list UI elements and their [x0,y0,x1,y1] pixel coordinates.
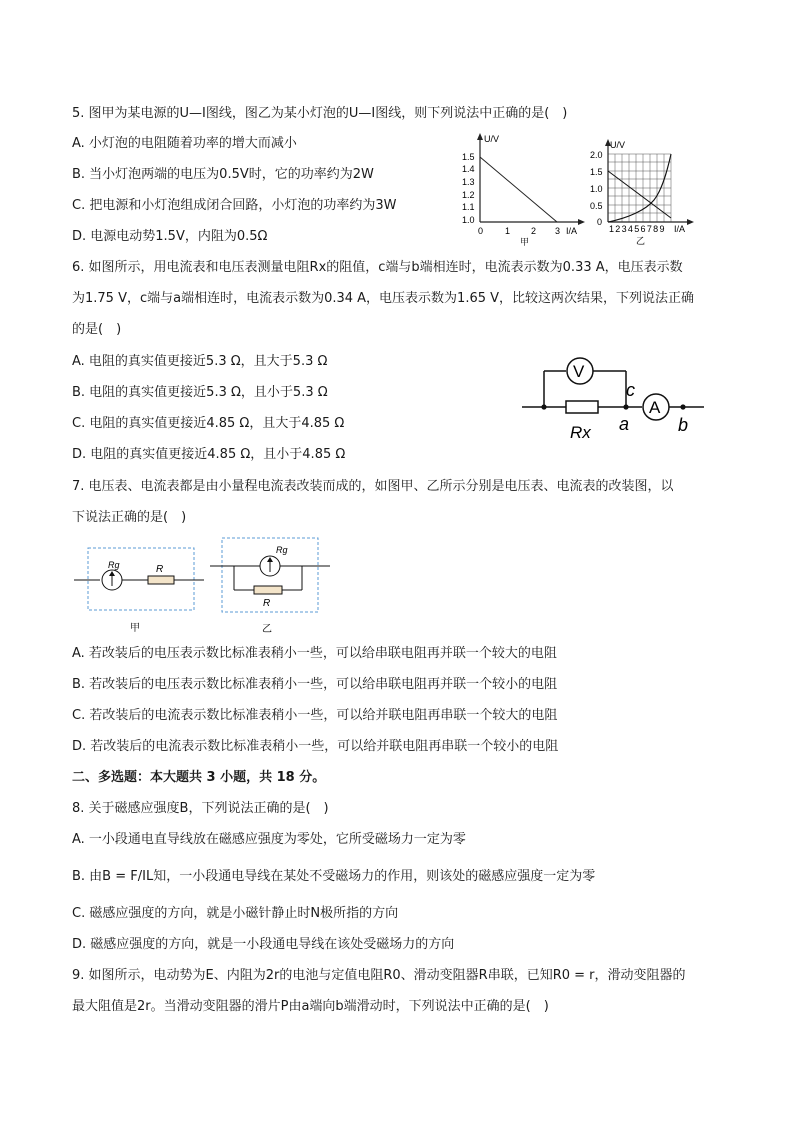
yi-meter-label: Rg [276,545,288,555]
q7-option-c: C. 若改装后的电流表示数比标准表稍小一些，可以给并联电阻再串联一个较大的电阻 [72,708,558,723]
jia-y-tick: 1.1 [462,202,475,212]
yi-y-axis-label: U/V [610,140,626,150]
q6-stem-line-2: 为1.75 V，c端与a端相连时，电流表示数为0.34 A，电压表示数为1.65 V，比较这两次结果，下列说法正确 [72,291,695,306]
resistor-rx-label: Rx [570,423,591,442]
q6-option-a: A. 电阻的真实值更接近5.3 Ω，且大于5.3 Ω [72,354,328,369]
q6-option-c: C. 电阻的真实值更接近4.85 Ω，且大于4.85 Ω [72,416,345,431]
resistor-icon [254,586,282,594]
q6-option-b: B. 电阻的真实值更接近5.3 Ω，且小于5.3 Ω [72,385,328,400]
jia-y-tick: 1.4 [462,164,475,174]
q5-figure-yi [588,136,698,246]
q7-figure-jia [72,544,206,636]
q7-option-d: D. 若改装后的电流表示数比标准表稍小一些，可以给并联电阻再串联一个较小的电阻 [72,739,559,754]
yi-x-ticks: 123456789 [609,224,666,234]
jia-x-axis-label: I/A [566,226,578,236]
yi-y-tick: 2.0 [590,150,603,160]
jia-y-tick: 1.0 [462,215,475,225]
ammeter-label: A [649,398,661,417]
jia-y-tick: 1.5 [462,152,475,162]
yi-y-tick: 1.5 [590,167,603,177]
node-c-label: c [626,380,635,400]
q8-option-d: D. 磁感应强度的方向，就是一小段通电导线在该处受磁场力的方向 [72,937,455,952]
yi-y-tick: 0.5 [590,201,603,211]
resistor-rx-icon [566,401,598,413]
yi-caption: 乙 [262,624,272,635]
q6-circuit-figure [518,350,708,450]
q8-option-a: A. 一小段通电直导线放在磁感应强度为零处，它所受磁场力一定为零 [72,832,466,847]
q5-figure-jia [458,130,588,248]
q5-option-c: C. 把电源和小灯泡组成闭合回路，小灯泡的功率约为3W [72,198,397,213]
yi-resistor-label: R [263,598,271,609]
voltmeter-label: V [573,362,585,381]
yi-y-tick: 1.0 [590,184,603,194]
jia-uI-line [480,157,557,222]
jia-meter-label: Rg [108,560,120,570]
jia-caption: 甲 [130,623,140,634]
node-a-label: a [619,414,630,434]
jia-y-tick: 1.2 [462,190,475,200]
q5-option-a: A. 小灯泡的电阻随着功率的增大而减小 [72,136,297,151]
q5-stem: 5. 图甲为某电源的U—I图线，图乙为某小灯泡的U—I图线，则下列说法中正确的是( ) [72,106,568,121]
q7-option-b: B. 若改装后的电压表示数比标准表稍小一些，可以给串联电阻再并联一个较小的电阻 [72,677,558,692]
q5-option-b: B. 当小灯泡两端的电压为0.5V时，它的功率约为2W [72,167,374,182]
q8-option-c: C. 磁感应强度的方向，就是小磁针静止时N极所指的方向 [72,906,399,921]
q7-stem-line-2: 下说法正确的是( ) [72,510,187,525]
section-heading: 二、多选题：本大题共 3 小题，共 18 分。 [72,770,326,785]
q7-figure-yi [206,532,336,638]
q7-option-a: A. 若改装后的电压表示数比标准表稍小一些，可以给串联电阻再并联一个较大的电阻 [72,646,557,661]
jia-x-tick: 2 [531,226,537,236]
jia-x-tick: 3 [555,226,561,236]
q8-option-b: B. 由B = F/IL知，一小段通电导线在某处不受磁场力的作用，则该处的磁感应强度一定为零 [72,869,596,884]
jia-resistor-label: R [156,564,164,575]
q9-stem-line-2: 最大阻值是2r。当滑动变阻器的滑片P由a端向b端滑动时，下列说法中正确的是( ) [72,999,549,1014]
node-b-label: b [678,415,689,435]
jia-caption: 甲 [520,237,530,247]
yi-x-axis-label: I/A [674,224,686,234]
q6-stem-line-1: 6. 如图所示，用电流表和电压表测量电阻Rx的阻值，c端与b端相连时，电流表示数为0.33 A，电压表示数 [72,260,683,275]
q5-option-d: D. 电源电动势1.5V，内阻为0.5Ω [72,229,268,244]
yi-caption: 乙 [636,236,646,246]
q9-stem-line-1: 9. 如图所示，电动势为E、内阻为2r的电池与定值电阻R0、滑动变阻器R串联，已知R0 = r，滑动变阻器的 [72,968,686,983]
q6-stem-line-3: 的是( ) [72,322,122,337]
resistor-icon [148,576,174,584]
q6-option-d: D. 电阻的真实值更接近4.85 Ω，且小于4.85 Ω [72,447,346,462]
q7-stem-line-1: 7. 电压表、电流表都是由小量程电流表改装而成的，如图甲、乙所示分别是电压表、电流表的改装图，以 [72,479,674,494]
jia-x-tick: 0 [478,226,484,236]
q8-stem: 8. 关于磁感应强度B，下列说法正确的是( ) [72,801,329,816]
jia-x-tick: 1 [505,226,511,236]
jia-y-axis-label: U/V [484,134,500,144]
yi-y-tick: 0 [597,217,603,227]
jia-y-tick: 1.3 [462,177,475,187]
